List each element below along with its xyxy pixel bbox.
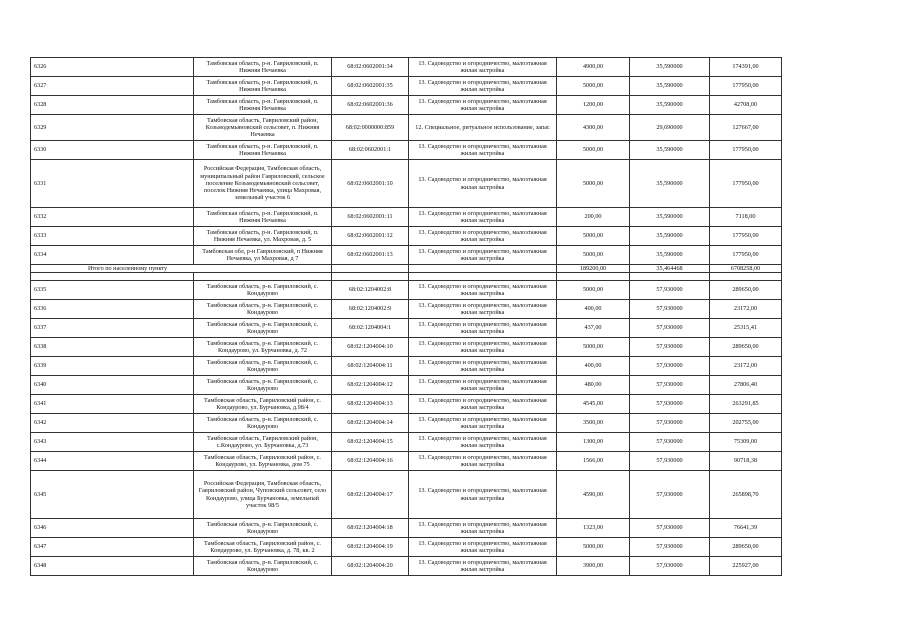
cadastral-number-cell: 68:02:0602001:1 [332, 141, 409, 160]
address-cell: Тамбовская область, р-н. Гавриловский, п. Нижняя Нечаевка, ул. Махровая, д. 5 [194, 227, 332, 246]
table-row [31, 538, 782, 557]
cadastral-value-cell: 177950,00 [710, 77, 782, 96]
cadastral-value-cell: 25315,41 [710, 319, 782, 338]
row-number: 6338 [31, 338, 194, 357]
specific-value-cell: 35,590000 [630, 96, 710, 115]
row-number: 6329 [31, 115, 194, 141]
area-cell: 5000,00 [557, 77, 630, 96]
area-cell: 5000,00 [557, 281, 630, 300]
cadastral-value-cell: 23172,00 [710, 357, 782, 376]
cadastral-value-cell: 174391,00 [710, 58, 782, 77]
land-use-cell: 13. Садоводство и огородничество, малоэтажная жилая застройка [409, 208, 557, 227]
area-cell: 4545,00 [557, 395, 630, 414]
cadastral-number-cell: 68:02:0602001:34 [332, 58, 409, 77]
row-number: 6327 [31, 77, 194, 96]
table-row [31, 357, 782, 376]
address-cell: Тамбовская область, р-н. Гавриловский, п. Нижняя Нечаевка [194, 77, 332, 96]
area-cell: 1323,00 [557, 519, 630, 538]
address-cell: Тамбовская область, р-н. Гавриловский, с. Кондаурово [194, 519, 332, 538]
address-cell: Тамбовская область, Гавриловский район, Козьмодемьяновский сельсовет, п. Нижняя Нечаевка [194, 115, 332, 141]
land-use-cell: 12. Специальное, ритуальное использование, запас [409, 115, 557, 141]
land-use-cell: 13. Садоводство и огородничество, малоэтажная жилая застройка [409, 96, 557, 115]
specific-value-cell: 35,590000 [630, 77, 710, 96]
table-row [31, 395, 782, 414]
table-row [31, 519, 782, 538]
cadastral-value-cell: 265898,70 [710, 471, 782, 519]
cadastral-number-cell: 68:02:1204002:9 [332, 300, 409, 319]
row-number: 6335 [31, 281, 194, 300]
address-cell: Тамбовская область, р-н. Гавриловский, с. Кондаурово [194, 557, 332, 576]
cadastral-number-cell: 68:02:1204004:14 [332, 414, 409, 433]
table-row [31, 281, 782, 300]
table-row [31, 414, 782, 433]
row-number: 6332 [31, 208, 194, 227]
cadastral-number-cell: 68:02:0602001:35 [332, 77, 409, 96]
cadastral-value-cell: 23172,00 [710, 300, 782, 319]
area-cell: 200,00 [557, 208, 630, 227]
specific-value-cell: 57,930000 [630, 395, 710, 414]
land-use-cell: 13. Садоводство и огородничество, малоэтажная жилая застройка [409, 77, 557, 96]
land-use-cell: 13. Садоводство и огородничество, малоэтажная жилая застройка [409, 471, 557, 519]
area-cell: 5000,00 [557, 160, 630, 208]
specific-value-cell: 57,930000 [630, 300, 710, 319]
spacer-cell [630, 273, 710, 281]
cadastral-number-cell: 68:02:1204004:13 [332, 395, 409, 414]
land-use-cell: 13. Садоводство и огородничество, малоэтажная жилая застройка [409, 141, 557, 160]
address-cell: Тамбовская область, р-н. Гавриловский, с. Кондаурово [194, 376, 332, 395]
cadastral-value-cell: 90718,38 [710, 452, 782, 471]
table-body-total [31, 265, 782, 281]
specific-value-cell: 35,590000 [630, 208, 710, 227]
cadastral-number-cell: 68:02:0602001:36 [332, 96, 409, 115]
address-cell: Тамбовская область, Гавриловский район, с. Кондаурово, ул. Бурчановка, дом 75 [194, 452, 332, 471]
area-cell: 480,00 [557, 376, 630, 395]
address-cell: Тамбовская область, р-н. Гавриловский, п. Нижняя Нечаевка [194, 58, 332, 77]
area-cell: 4590,00 [557, 471, 630, 519]
specific-value-cell: 35,590000 [630, 58, 710, 77]
specific-value-cell: 35,590000 [630, 160, 710, 208]
land-use-cell: 13. Садоводство и огородничество, малоэтажная жилая застройка [409, 557, 557, 576]
address-cell: Тамбовская область, Гавриловский район, с.Кондаурово, ул. Бурчановка, д.73 [194, 433, 332, 452]
table-row [31, 96, 782, 115]
table-row [31, 433, 782, 452]
cadastral-value-cell: 202755,00 [710, 414, 782, 433]
row-number: 6330 [31, 141, 194, 160]
area-cell: 3900,00 [557, 557, 630, 576]
address-cell: Тамбовская область, р-н. Гавриловский, с. Кондаурово [194, 319, 332, 338]
cadastral-number-cell: 68:02:1204004:20 [332, 557, 409, 576]
specific-value-cell: 57,930000 [630, 452, 710, 471]
total-empty-cell [332, 265, 409, 273]
row-number: 6333 [31, 227, 194, 246]
land-use-cell: 13. Садоводство и огородничество, малоэтажная жилая застройка [409, 319, 557, 338]
address-cell: Тамбовская область, р-н. Гавриловский, с. Кондаурово [194, 414, 332, 433]
address-cell: Тамбовская область, р-н. Гавриловский, п. Нижняя Нечаевка [194, 96, 332, 115]
address-cell: Тамбовская область, р-н. Гавриловский, п. Нижняя Нечаевка [194, 208, 332, 227]
row-number: 6345 [31, 471, 194, 519]
specific-value-cell: 35,590000 [630, 246, 710, 265]
total-area: 189200,00 [557, 265, 630, 273]
cadastral-value-cell: 177950,00 [710, 160, 782, 208]
row-number: 6348 [31, 557, 194, 576]
area-cell: 5000,00 [557, 141, 630, 160]
specific-value-cell: 35,590000 [630, 227, 710, 246]
total-value: 6708258,00 [710, 265, 782, 273]
spacer-cell [710, 273, 782, 281]
land-use-cell: 13. Садоводство и огородничество, малоэтажная жилая застройка [409, 58, 557, 77]
land-use-cell: 13. Садоводство и огородничество, малоэтажная жилая застройка [409, 433, 557, 452]
area-cell: 5000,00 [557, 538, 630, 557]
table-row [31, 58, 782, 77]
cadastral-number-cell: 68:02:1204004:10 [332, 338, 409, 357]
cadastral-number-cell: 68:02:1204004:19 [332, 538, 409, 557]
land-use-cell: 13. Садоводство и огородничество, малоэтажная жилая застройка [409, 538, 557, 557]
area-cell: 1566,00 [557, 452, 630, 471]
area-cell: 1300,00 [557, 433, 630, 452]
cadastral-value-cell: 177950,00 [710, 141, 782, 160]
address-cell: Тамбовская область, Гавриловский район, с. Кондаурово, ул. Бурчановка, д.98/4 [194, 395, 332, 414]
cadastral-number-cell: 68:02:0602001:10 [332, 160, 409, 208]
address-cell: Тамбовская область, Гавриловский район, с. Кондаурово, ул. Бурчановка, д. 78, кв. 2 [194, 538, 332, 557]
row-number: 6342 [31, 414, 194, 433]
table-body-settlement-2 [31, 281, 782, 576]
land-use-cell: 13. Садоводство и огородничество, малоэтажная жилая застройка [409, 338, 557, 357]
specific-value-cell: 57,930000 [630, 357, 710, 376]
land-plots-table [30, 57, 782, 576]
table-row [31, 246, 782, 265]
specific-value-cell: 57,930000 [630, 414, 710, 433]
row-number: 6346 [31, 519, 194, 538]
cadastral-number-cell: 68:02:1204004:15 [332, 433, 409, 452]
table-body-settlement-1 [31, 58, 782, 265]
area-cell: 5000,00 [557, 227, 630, 246]
area-cell: 437,00 [557, 319, 630, 338]
cadastral-number-cell: 68:02:1204004:17 [332, 471, 409, 519]
cadastral-value-cell: 263291,85 [710, 395, 782, 414]
cadastral-value-cell: 42708,00 [710, 96, 782, 115]
specific-value-cell: 57,930000 [630, 557, 710, 576]
cadastral-number-cell: 68:02:1204004:12 [332, 376, 409, 395]
spacer-row [31, 273, 782, 281]
table-row [31, 227, 782, 246]
document-page [30, 57, 782, 576]
area-cell: 400,00 [557, 357, 630, 376]
specific-value-cell: 35,590000 [630, 141, 710, 160]
cadastral-value-cell: 7118,00 [710, 208, 782, 227]
spacer-cell [332, 273, 409, 281]
table-row [31, 452, 782, 471]
cadastral-value-cell: 75309,00 [710, 433, 782, 452]
cadastral-number-cell: 68:02:1204004:18 [332, 519, 409, 538]
total-rate: 35,464468 [630, 265, 710, 273]
address-cell: Тамбовская область, р-н. Гавриловский, с. Кондаурово [194, 357, 332, 376]
total-empty-cell [409, 265, 557, 273]
land-use-cell: 13. Садоводство и огородничество, малоэтажная жилая застройка [409, 246, 557, 265]
address-cell: Тамбовская область, р-н. Гавриловский, с. Кондаурово [194, 300, 332, 319]
cadastral-value-cell: 289650,00 [710, 281, 782, 300]
spacer-cell [557, 273, 630, 281]
table-row [31, 338, 782, 357]
land-use-cell: 13. Садоводство и огородничество, малоэтажная жилая застройка [409, 376, 557, 395]
row-number: 6347 [31, 538, 194, 557]
row-number: 6326 [31, 58, 194, 77]
land-use-cell: 13. Садоводство и огородничество, малоэтажная жилая застройка [409, 160, 557, 208]
table-row [31, 319, 782, 338]
cadastral-number-cell: 68:02:0602001:13 [332, 246, 409, 265]
address-cell: Тамбовская область, р-н. Гавриловский, с. Кондаурово, ул. Бурчановка, д. 72 [194, 338, 332, 357]
address-cell: Российская Федерация, Тамбовская область, Гавриловский район, Чуповский сельсовет, село Кондаурово, улица Бурчановка, земельный участок 98/5 [194, 471, 332, 519]
row-number: 6336 [31, 300, 194, 319]
row-number: 6339 [31, 357, 194, 376]
cadastral-number-cell: 68:02:1204004:11 [332, 357, 409, 376]
cadastral-number-cell: 68:02:0602001:11 [332, 208, 409, 227]
land-use-cell: 13. Садоводство и огородничество, малоэтажная жилая застройка [409, 281, 557, 300]
land-use-cell: 13. Садоводство и огородничество, малоэтажная жилая застройка [409, 300, 557, 319]
row-number: 6341 [31, 395, 194, 414]
row-number: 6331 [31, 160, 194, 208]
area-cell: 3500,00 [557, 414, 630, 433]
table-row [31, 300, 782, 319]
table-row [31, 557, 782, 576]
land-use-cell: 13. Садоводство и огородничество, малоэтажная жилая застройка [409, 227, 557, 246]
table-row [31, 471, 782, 519]
spacer-cell [194, 273, 332, 281]
cadastral-value-cell: 27806,40 [710, 376, 782, 395]
specific-value-cell: 57,930000 [630, 519, 710, 538]
specific-value-cell: 57,930000 [630, 538, 710, 557]
spacer-cell [31, 273, 194, 281]
table-row [31, 376, 782, 395]
table-row [31, 77, 782, 96]
cadastral-value-cell: 289650,00 [710, 338, 782, 357]
cadastral-number-cell: 68:02:1204004:1 [332, 319, 409, 338]
specific-value-cell: 57,930000 [630, 433, 710, 452]
cadastral-value-cell: 177950,00 [710, 246, 782, 265]
land-use-cell: 13. Садоводство и огородничество, малоэтажная жилая застройка [409, 519, 557, 538]
cadastral-value-cell: 76641,39 [710, 519, 782, 538]
cadastral-number-cell: 68:02:0602001:12 [332, 227, 409, 246]
table-row [31, 115, 782, 141]
row-number: 6334 [31, 246, 194, 265]
cadastral-number-cell: 68:02:1204002:8 [332, 281, 409, 300]
table-row [31, 208, 782, 227]
cadastral-value-cell: 225927,00 [710, 557, 782, 576]
specific-value-cell: 57,930000 [630, 376, 710, 395]
area-cell: 4900,00 [557, 58, 630, 77]
total-label: Итого по населенному пункту [31, 265, 332, 273]
row-number: 6328 [31, 96, 194, 115]
address-cell: Тамбовская область, р-н. Гавриловский, п. Нижняя Нечаевка [194, 141, 332, 160]
cadastral-value-cell: 289650,00 [710, 538, 782, 557]
table-row [31, 141, 782, 160]
table-row [31, 160, 782, 208]
total-row [31, 265, 782, 273]
specific-value-cell: 57,930000 [630, 471, 710, 519]
land-use-cell: 13. Садоводство и огородничество, малоэтажная жилая застройка [409, 414, 557, 433]
row-number: 6337 [31, 319, 194, 338]
specific-value-cell: 57,930000 [630, 281, 710, 300]
address-cell: Тамбовская обл, р-н Гавриловский, п Нижняя Нечаевка, ул Махровая, д 7 [194, 246, 332, 265]
row-number: 6344 [31, 452, 194, 471]
area-cell: 1200,00 [557, 96, 630, 115]
area-cell: 5000,00 [557, 246, 630, 265]
area-cell: 400,00 [557, 300, 630, 319]
specific-value-cell: 29,690000 [630, 115, 710, 141]
cadastral-value-cell: 127667,00 [710, 115, 782, 141]
address-cell: Российская Федерация, Тамбовская область, муниципальный район Гавриловский, сельское поселение Козьмодемьяновский сельсовет, поселок Нижняя Нечаевка, улица Махровая, земельный участок 6 [194, 160, 332, 208]
cadastral-value-cell: 177950,00 [710, 227, 782, 246]
land-use-cell: 13. Садоводство и огородничество, малоэтажная жилая застройка [409, 357, 557, 376]
cadastral-number-cell: 68:02:1204004:16 [332, 452, 409, 471]
area-cell: 5000,00 [557, 338, 630, 357]
land-use-cell: 13. Садоводство и огородничество, малоэтажная жилая застройка [409, 395, 557, 414]
spacer-cell [409, 273, 557, 281]
specific-value-cell: 57,930000 [630, 338, 710, 357]
row-number: 6340 [31, 376, 194, 395]
land-use-cell: 13. Садоводство и огородничество, малоэтажная жилая застройка [409, 452, 557, 471]
address-cell: Тамбовская область, р-н. Гавриловский, с. Кондаурово [194, 281, 332, 300]
cadastral-number-cell: 68:02:0000000:859 [332, 115, 409, 141]
area-cell: 4300,00 [557, 115, 630, 141]
specific-value-cell: 57,930000 [630, 319, 710, 338]
row-number: 6343 [31, 433, 194, 452]
